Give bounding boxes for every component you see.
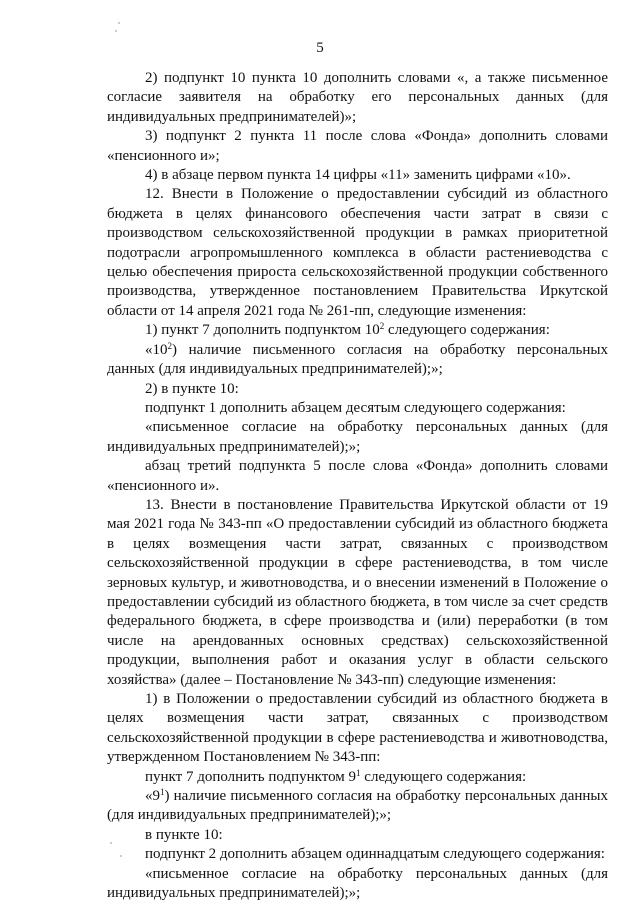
paragraph: пункт 7 дополнить подпунктом $9^1$ следующего содержания: bbox=[145, 767, 527, 785]
paragraph: «письменное согласие на обработку персональных данных (для индивидуальных предпринимателей);»; bbox=[107, 419, 608, 455]
paragraph: 2) в пункте 10: bbox=[145, 380, 239, 397]
paragraph: 1) пункт 7 дополнить подпунктом $10^2$ следующего содержания: bbox=[145, 321, 550, 339]
superscript: 1 bbox=[160, 787, 165, 798]
paragraph: 2) подпункт 10 пункта 10 дополнить словами «, а также письменное согласие заявителя на обработку его персональных данных (для индивидуальных предпринимателей)»; bbox=[107, 70, 608, 125]
superscript: 2 bbox=[379, 321, 385, 332]
paragraph: 3) подпункт 2 пункта 11 после слова «Фонда» дополнить словами «пенсионного и»; bbox=[107, 128, 608, 164]
superscript: 2 bbox=[167, 340, 172, 351]
scan-speck bbox=[118, 22, 120, 24]
page-number: 5 bbox=[316, 40, 324, 56]
paragraph: «письменное согласие на обработку персональных данных (для индивидуальных предпринимателей);»; bbox=[107, 865, 608, 902]
paragraph: 1) в Положении о предоставлении субсидий из областного бюджета в целях возмещения части затрат, связанных с производством сельскохозяйственной продукции в сфере растениеводства и животноводства, утвержденном Постановлением № 343-пп: bbox=[107, 691, 608, 766]
paragraph: 13. Внести в постановление Правительства Иркутской области от 19 мая 2021 года № 343-пп «О предоставлении субсидий из областного бюджета в целях возмещения части затрат, связанных с производством сельскохозяйственной продукции в сфере растениеводства, в том числе зерновых культур, и животноводства, и о внесении изменений в Положение о предоставлении субсидий из областного бюджета, в том числе за счет средств федерального бюджета, в сфере производства и (или) переработки (в том числе на арендованных основных средствах) сельскохозяйственной продукции, выполнения работ и оказания услуг в области сельского хозяйства» (далее – Постановление № 343-пп) следующие изменения: bbox=[107, 496, 608, 688]
paragraph: «$10^2$) наличие письменного согласия на обработку персональных данных (для индивидуальных предпринимателей);»; bbox=[107, 340, 608, 378]
paragraph: подпункт 2 дополнить абзацем одиннадцатым следующего содержания: bbox=[145, 846, 605, 863]
paragraph: 12. Внести в Положение о предоставлении субсидий из областного бюджета в целях финансового обеспечения части затрат в связи с производством сельскохозяйственной продукции в рамках приоритетной подотрасли агропромышленного комплекса в области растениеводства с целью обеспечения прироста сельскохозяйственной продукции собственного производства, утвержденное постановлением Правительства Иркутской области от 14 апреля 2021 года № 261-пп, следующие изменения: bbox=[107, 186, 608, 319]
paragraph: абзац третий подпункта 5 после слова «Фонда» дополнить словами «пенсионного и». bbox=[107, 458, 608, 494]
superscript: 1 bbox=[356, 767, 361, 778]
paragraph: «$9^1$) наличие письменного согласия на обработку персональных данных (для индивидуальных предпринимателей);»; bbox=[107, 787, 608, 824]
document-body bbox=[107, 69, 608, 903]
paragraph: в пункте 10: bbox=[145, 826, 223, 843]
paragraph: подпункт 1 дополнить абзацем десятым следующего содержания: bbox=[145, 399, 566, 416]
paragraph: 4) в абзаце первом пункта 14 цифры «11» заменить цифрами «10». bbox=[145, 167, 571, 184]
scan-speck bbox=[115, 30, 117, 32]
